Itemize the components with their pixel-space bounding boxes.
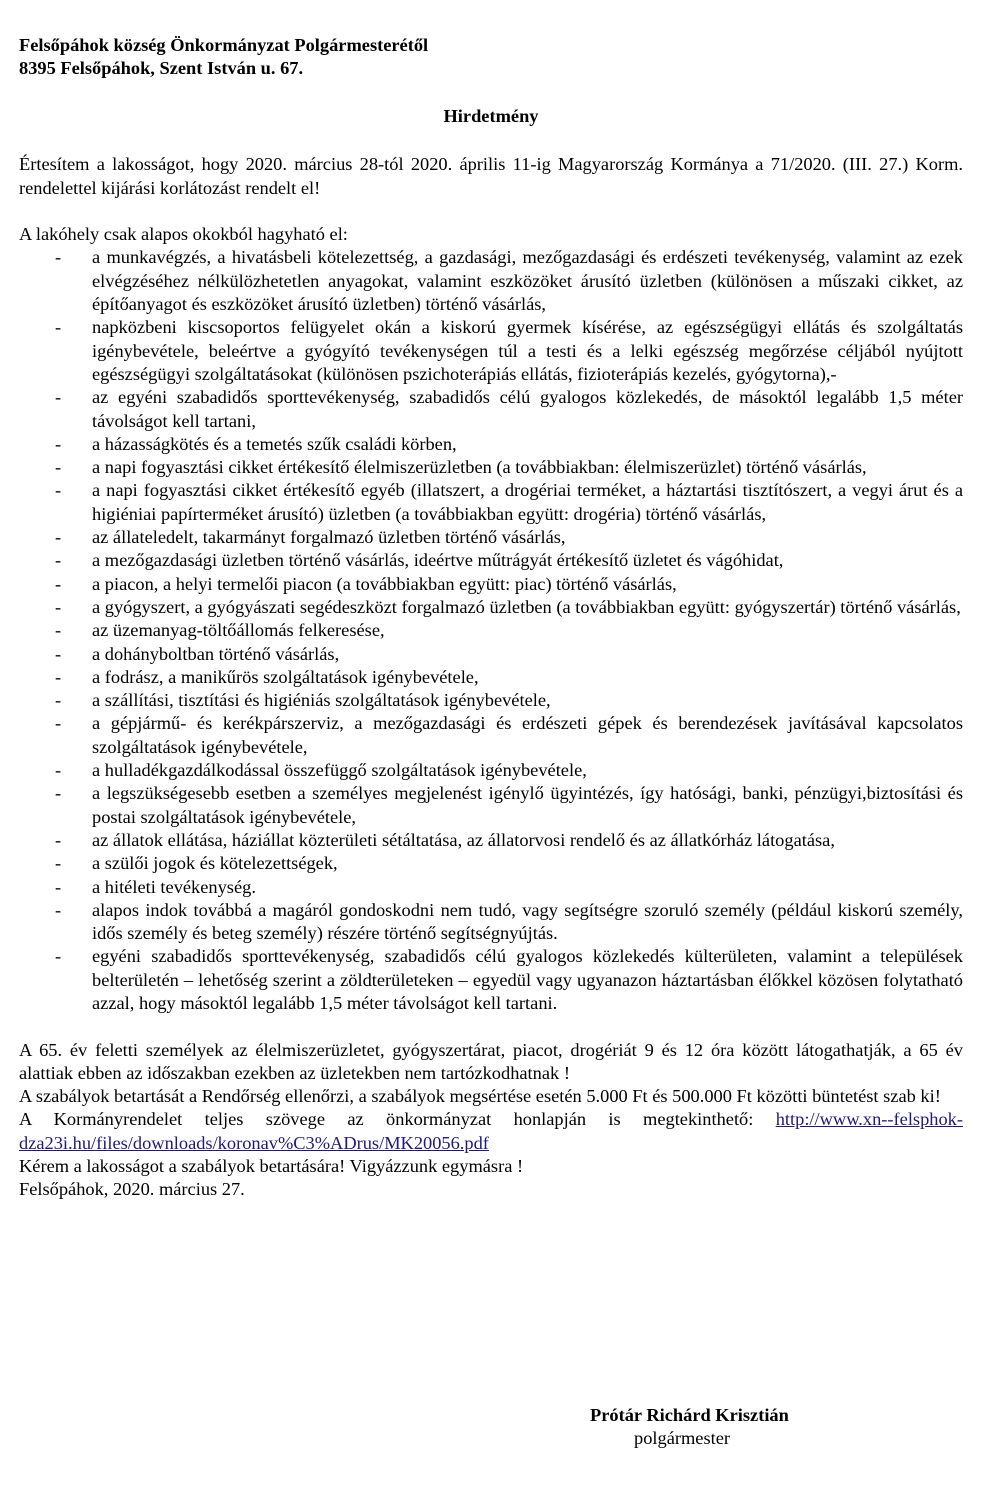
bullet-dash-icon: - — [55, 480, 62, 501]
reason-item — [19, 666, 963, 689]
bullet-dash-icon: - — [55, 527, 62, 548]
bullet-dash-icon: - — [55, 666, 62, 687]
reason-item — [19, 316, 963, 386]
reason-text: a szülői jogok és kötelezettségek, — [92, 853, 338, 874]
bullet-dash-icon: - — [55, 713, 62, 734]
reason-text: a munkavégzés, a hivatásbeli kötelezettség, a gazdasági, mezőgazdasági és erdészeti tevékenység, valamint az ezek elvégzéséhez nélkülözhetetlen anyagokat, valamint eszközöket árusító üzletben (különösen a műszaki cikket, az építőanyagot és eszközöket árusító üzletben) történő vásárlás, — [92, 247, 963, 315]
reason-item — [19, 782, 963, 829]
decree-text: A Kormányrendelet teljes szövege az önkormányzat honlapján is megtekinthető: — [19, 1109, 776, 1130]
bullet-dash-icon: - — [55, 573, 62, 594]
bullet-dash-icon: - — [55, 550, 62, 571]
issuer-name: Felsőpáhok község Önkormányzat Polgármesterétől — [19, 35, 429, 55]
reason-item — [19, 876, 963, 899]
decree-paragraph — [19, 1108, 963, 1155]
reason-item — [19, 712, 963, 759]
signatory-name: Prótár Richárd Krisztián — [590, 1405, 789, 1425]
bullet-dash-icon: - — [55, 829, 62, 850]
bullet-dash-icon: - — [55, 783, 62, 804]
reason-text: az állateledelt, takarmányt forgalmazó üzletben történő vásárlás, — [92, 527, 566, 548]
spacer — [19, 200, 963, 223]
enforcement-paragraph: A szabályok betartását a Rendőrség ellenőrzi, a szabályok megsértése esetén 5.000 Ft és 500.000 Ft közötti büntetést szab ki! — [19, 1086, 941, 1107]
bullet-dash-icon: - — [55, 690, 62, 711]
reason-text: a fodrász, a manikűrös szolgáltatások igénybevétele, — [92, 666, 479, 687]
signatory-title: polgármester — [634, 1428, 731, 1449]
reason-text: a gyógyszert, a gyógyászati segédeszközt forgalmazó üzletben (a továbbiakban együtt: gyógyszertár) történő vásárlás, — [92, 596, 961, 617]
reason-item — [19, 456, 963, 479]
decree-link[interactable]: http://www.xn--felsphok-dza23i.hu/files/downloads/koronav%C3%ADrus/MK20056.pdf — [19, 1109, 963, 1153]
reason-item — [19, 549, 963, 572]
reason-text: a napi fogyasztási cikket értékesítő egyéb (illatszert, a drogériai terméket, a háztartási tisztítószert, a vegyi árut és a higiéniai papírterméket árusító) üzletben (a továbbiakban együtt: drogéria) történő vásárlás, — [92, 480, 963, 524]
reason-item — [19, 689, 963, 712]
reason-text: az egyéni szabadidős sporttevékenység, szabadidős célú gyalogos közlekedés, de másoktól legalább 1,5 méter távolságot kell tartani, — [92, 387, 963, 431]
intro-paragraph: Értesítem a lakosságot, hogy 2020. március 28-tól 2020. április 11-ig Magyarország Kormánya a 71/2020. (III. 27.) Korm. rendelettel kijárási korlátozást rendelt el! — [19, 154, 963, 198]
appeal-paragraph: Kérem a lakosságot a szabályok betartására! Vigyázzunk egymásra ! — [19, 1156, 524, 1177]
reason-item — [19, 433, 963, 456]
bullet-dash-icon: - — [55, 247, 62, 268]
bullet-dash-icon: - — [55, 317, 62, 338]
reason-item — [19, 246, 963, 316]
document-title: Hirdetmény — [443, 106, 539, 126]
reason-text: egyéni szabadidős sporttevékenység, szabadidős célú gyalogos közlekedés külterületen, valamint a települések belterületén – lehetőség szerint a zöldterületeken – egyedül vagy ugyanazon háztartásban élőkkel közösen folytatható azzal, hogy másoktól legalább 1,5 méter távolságot kell tartani. — [92, 946, 963, 1013]
reason-text: az üzemanyag-töltőállomás felkeresése, — [92, 620, 385, 641]
reason-item — [19, 596, 963, 619]
reason-item — [19, 899, 963, 946]
reason-item — [19, 852, 963, 875]
issuer-address: 8395 Felsőpáhok, Szent István u. 67. — [19, 58, 304, 78]
reason-item — [19, 945, 963, 1015]
reason-text: a napi fogyasztási cikket értékesítő élelmiszerüzletben (a továbbiakban: élelmiszerüzlet) történő vásárlás, — [92, 457, 867, 478]
reason-item — [19, 526, 963, 549]
reason-text: a dohányboltban történő vásárlás, — [92, 643, 340, 664]
reason-text: napközbeni kiscsoportos felügyelet okán a kiskorú gyermek kísérése, az egészségügyi ellátás és szolgáltatás igénybevétele, beleértve a gyógyító tevékenységen túl a testi és a lelki egészség megőrzése céljából nyújtott egészségügyi szolgáltatásokat (különösen pszichoterápiás ellátás, fizioterápiás kezelés, gyógytorna),- — [92, 317, 963, 384]
reason-text: a mezőgazdasági üzletben történő vásárlás, ideértve műtrágyát értékesítő üzletet és vágóhidat, — [92, 550, 784, 571]
bullet-dash-icon: - — [55, 433, 62, 454]
bullet-dash-icon: - — [55, 853, 62, 874]
spacer — [19, 1015, 963, 1038]
reason-item — [19, 386, 963, 433]
reason-text: a gépjármű- és kerékpárszerviz, a mezőgazdasági és erdészeti gépek és berendezések javításával kapcsolatos szolgáltatások igénybevétele, — [92, 713, 963, 757]
reason-text: a szállítási, tisztítási és higiéniás szolgáltatások igénybevétele, — [92, 690, 551, 711]
bullet-dash-icon: - — [55, 899, 62, 920]
bullet-dash-icon: - — [55, 596, 62, 617]
reason-item — [19, 479, 963, 526]
reasons-list — [19, 246, 963, 1015]
reason-text: a legszükségesebb esetben a személyes megjelenést igénylő ügyintézés, így hatósági, banki, pénzügyi,biztosítási és postai szolgáltatások igénybevétele, — [92, 783, 963, 827]
reason-text: a hulladékgazdálkodással összefüggő szolgáltatások igénybevétele, — [92, 760, 587, 781]
bullet-dash-icon: - — [55, 457, 62, 478]
reason-item — [19, 643, 963, 666]
reason-text: a házasságkötés és a temetés szűk családi körben, — [92, 433, 457, 454]
list-intro: A lakóhely csak alapos okokból hagyható el: — [19, 224, 348, 245]
bullet-dash-icon: - — [55, 876, 62, 897]
reason-item — [19, 829, 963, 852]
bullet-dash-icon: - — [55, 387, 62, 408]
reason-item — [19, 759, 963, 782]
document-page — [19, 34, 963, 1202]
place-date: Felsőpáhok, 2020. március 27. — [19, 1179, 245, 1200]
reason-item — [19, 573, 963, 596]
bullet-dash-icon: - — [55, 946, 62, 967]
bullet-dash-icon: - — [55, 760, 62, 781]
reason-text: a piacon, a helyi termelői piacon (a továbbiakban együtt: piac) történő vásárlás, — [92, 573, 677, 594]
reason-text: az állatok ellátása, háziállat közterületi sétáltatása, az állatorvosi rendelő és az állatkórház látogatása, — [92, 829, 835, 850]
reason-item — [19, 619, 963, 642]
signature-block — [590, 1404, 850, 1451]
reason-text: alapos indok továbbá a magáról gondoskodni nem tudó, vagy segítségre szoruló személy (például kiskorú személy, idős személy és beteg személy) részére történő segítségnyújtás. — [92, 899, 963, 944]
seniors-paragraph: A 65. év feletti személyek az élelmiszerüzletet, gyógyszertárat, piacot, drogériát 9 és 12 óra között látogathatják, a 65 év alattiak ebben az időszakban ezekben az üzletekben nem tartózkodhatnak ! — [19, 1039, 963, 1083]
bullet-dash-icon: - — [55, 643, 62, 664]
bullet-dash-icon: - — [55, 620, 62, 641]
reason-text: a hitéleti tevékenység. — [92, 876, 256, 897]
